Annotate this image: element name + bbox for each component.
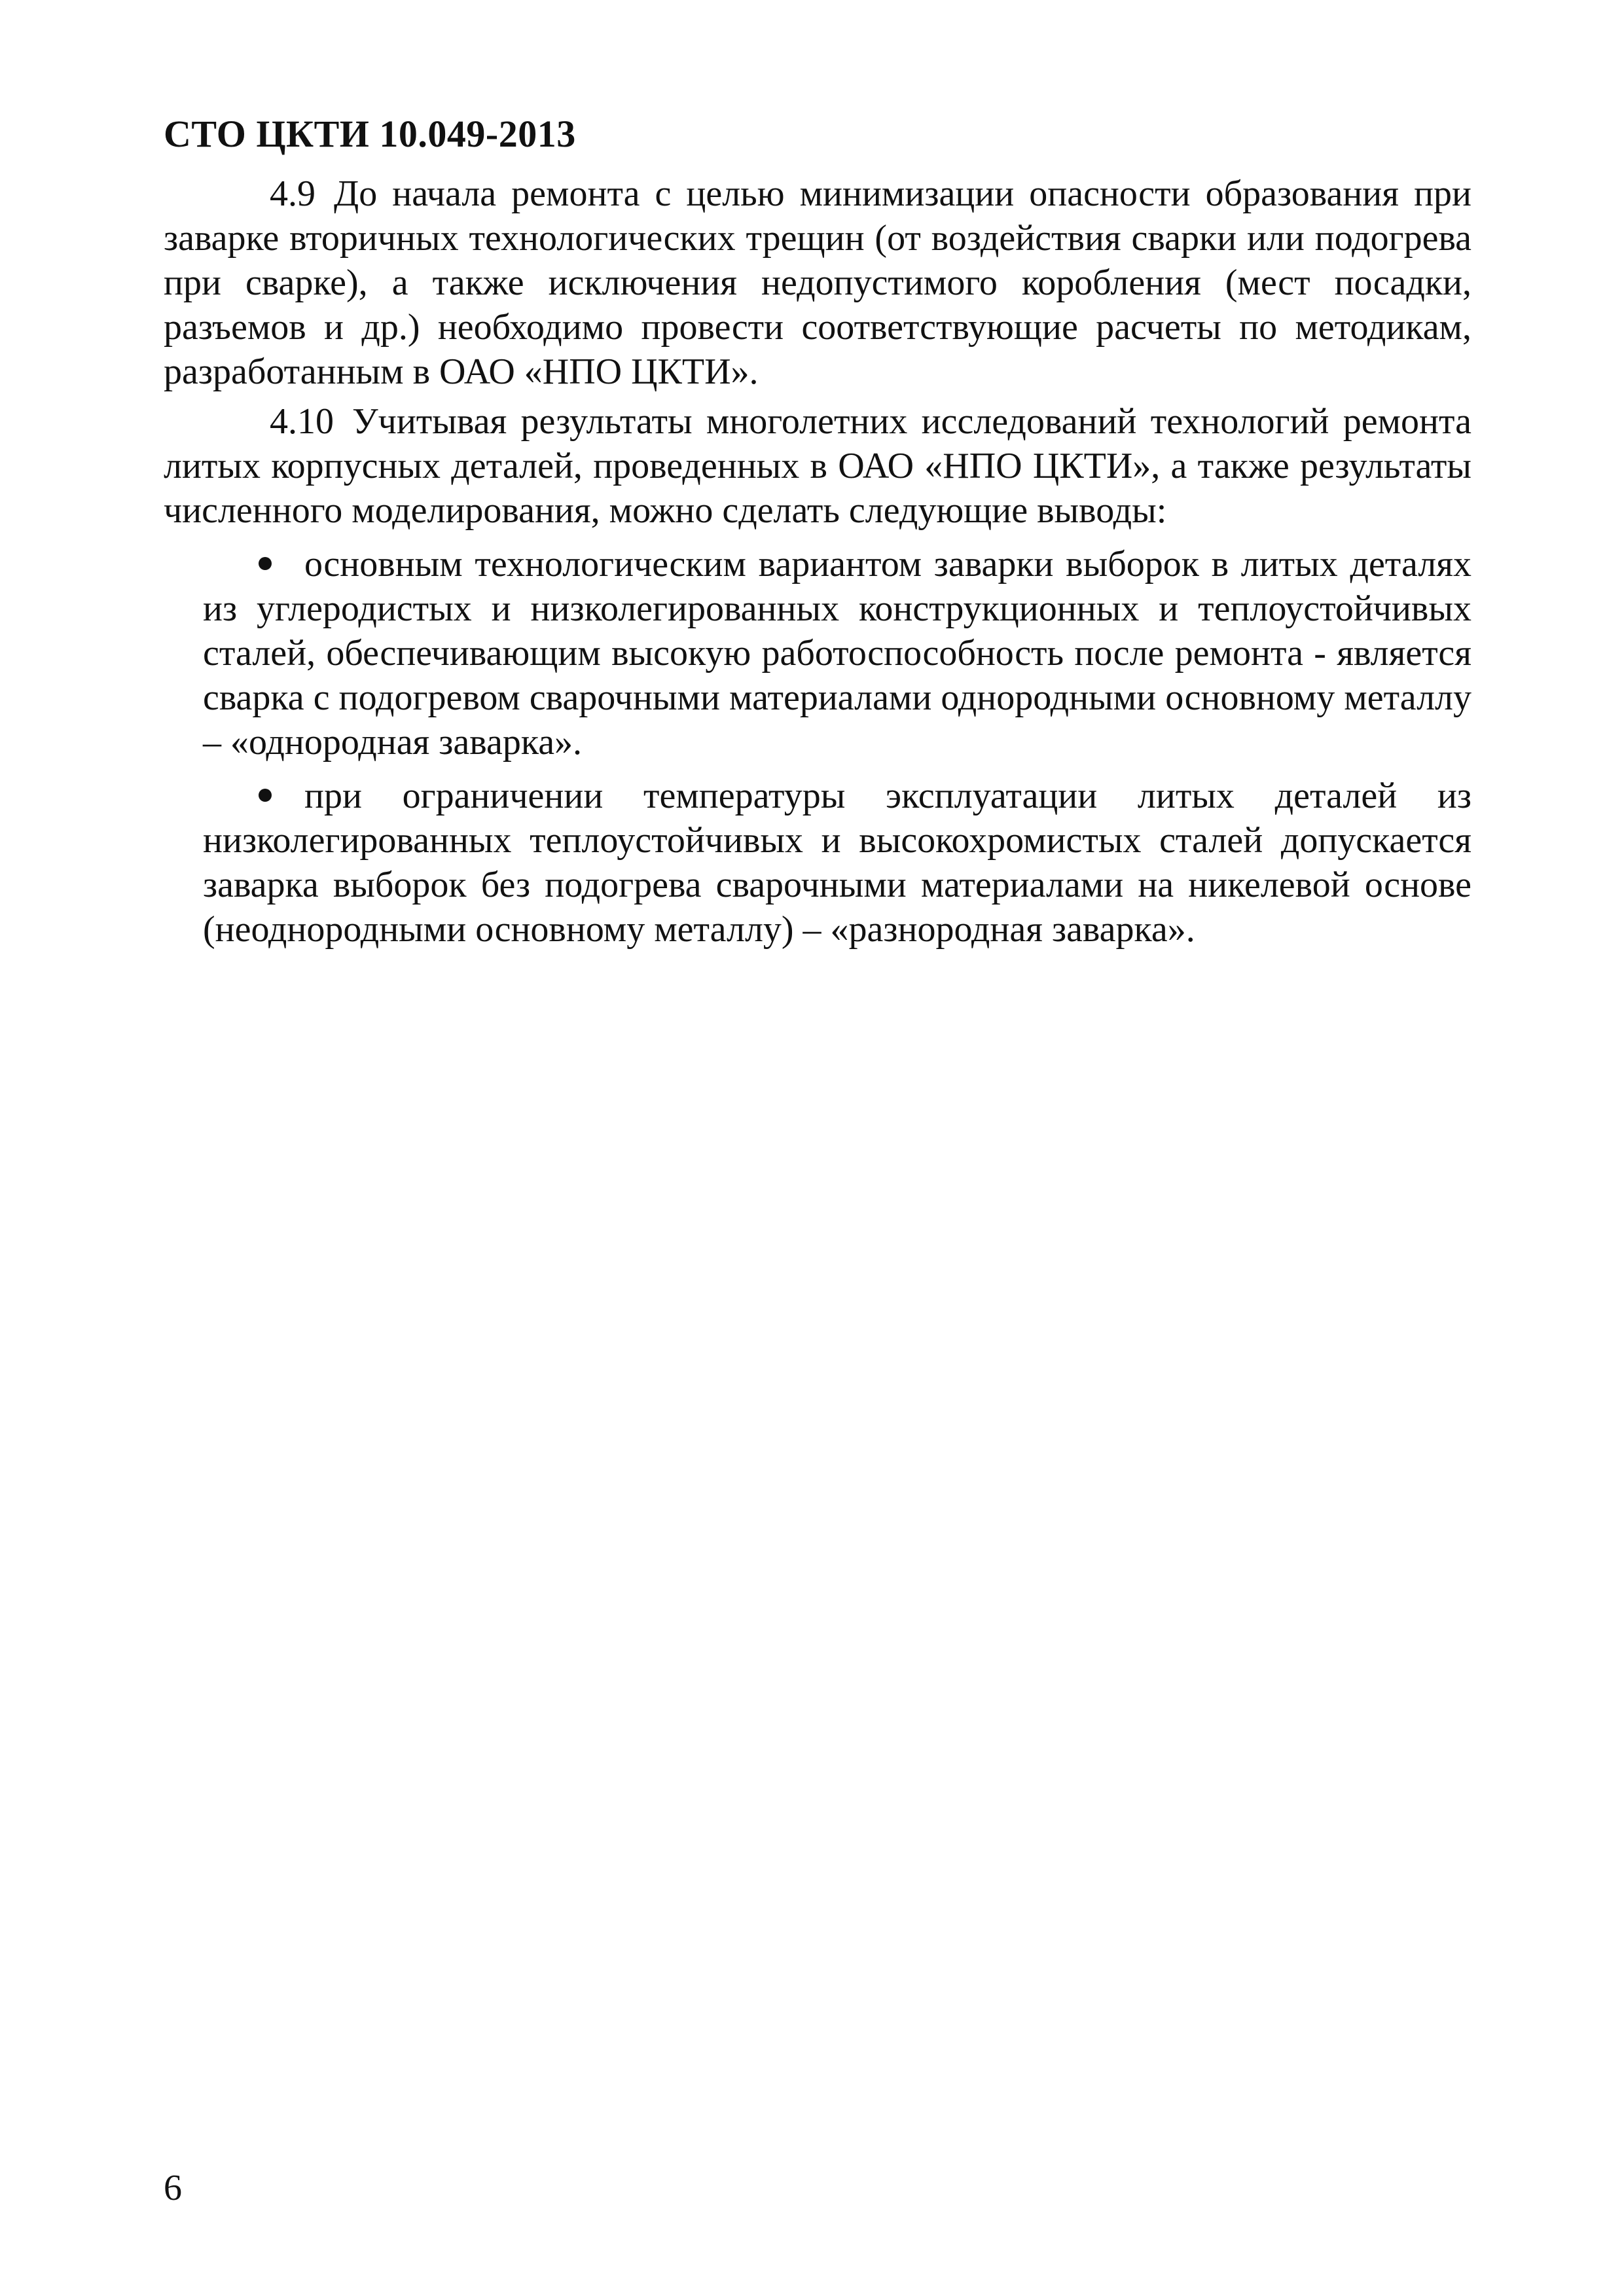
list-item-text: основным технологическим вариантом заварки выборок в литых деталях из углеродистых и низколегированных конструкционных и теплоустойчивых сталей, обеспечивающим высокую работоспособность после ремонта - является сварка с подогревом сварочными материалами однородными основному металлу – «однородная заварка». xyxy=(203,544,1471,762)
conclusions-list xyxy=(164,542,1471,952)
page-number: 6 xyxy=(164,2168,182,2208)
document-header: СТО ЦКТИ 10.049-2013 xyxy=(164,113,576,155)
paragraph-4-10 xyxy=(164,399,1471,533)
list-item-text: при ограничении температуры эксплуатации литых деталей из низколегированных теплоустойчивых и высокохромистых сталей допускается заварка выборок без подогрева сварочными материалами на никелевой основе (неоднородными основному металлу) – «разнородная заварка». xyxy=(203,776,1471,950)
bullet-icon xyxy=(259,789,272,802)
paragraph-number: 4.9 xyxy=(270,173,316,214)
paragraph-text: До начала ремонта с целью минимизации опасности образования при заварке вторичных технологических трещин (от воздействия сварки или подогрева при сварке), а также исключения недопустимого коробления (мест посадки, разъемов и др.) необходимо провести соответствующие расчеты по методикам, разработанным в ОАО «НПО ЦКТИ». xyxy=(164,173,1471,392)
paragraph-number: 4.10 xyxy=(270,401,334,442)
document-body xyxy=(164,171,1471,961)
paragraph-4-9 xyxy=(164,171,1471,394)
list-item xyxy=(203,774,1471,952)
list-item xyxy=(203,542,1471,764)
paragraph-text: Учитывая результаты многолетних исследований технологий ремонта литых корпусных деталей, проведенных в ОАО «НПО ЦКТИ», а также результаты численного моделирования, можно сделать следующие выводы: xyxy=(164,401,1471,531)
bullet-icon xyxy=(259,557,272,570)
